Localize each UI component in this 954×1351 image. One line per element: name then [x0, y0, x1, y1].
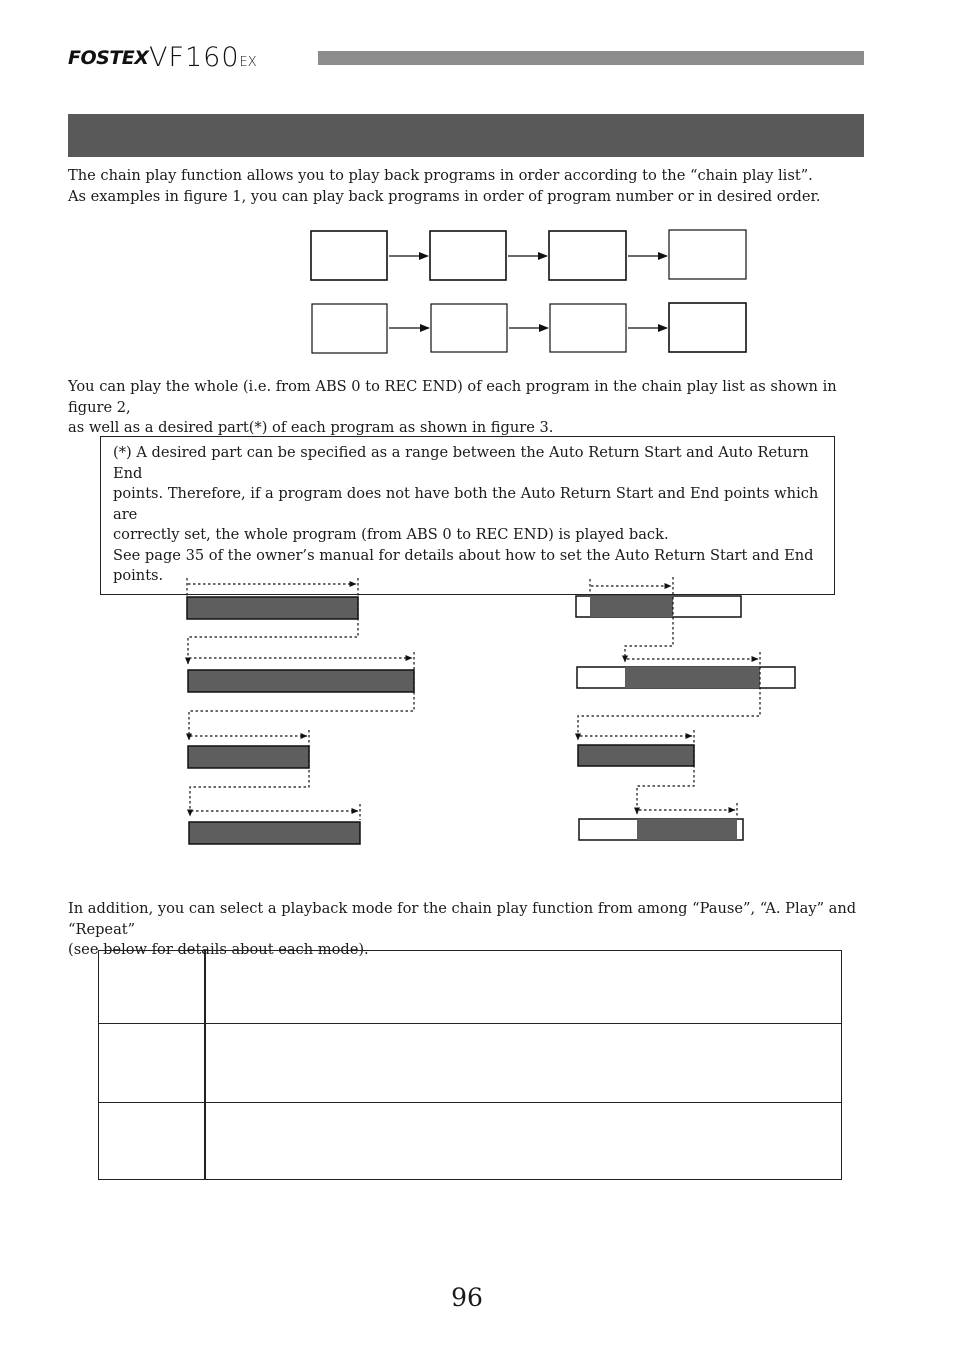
fig3-part-2 — [625, 667, 760, 688]
brand-logo: FOSTEX — [68, 47, 149, 69]
fig1-row1-box-1 — [311, 231, 387, 280]
model-suffix: EX — [239, 55, 257, 70]
fig3-part-1 — [590, 596, 673, 617]
playback-mode-line-2: (see below for details about each mode). — [68, 941, 369, 958]
mode-row — [99, 1103, 842, 1180]
fig2-jump-3 — [190, 730, 309, 816]
figure-1-chain-order — [311, 230, 746, 353]
whole-part-paragraph — [68, 377, 878, 439]
figure-3-desired-part — [576, 577, 795, 840]
fig3-jump-2 — [578, 652, 760, 740]
model-name: VF160 — [149, 42, 240, 73]
fig2-program-bar-1 — [187, 597, 358, 619]
note-line-1: (*) A desired part can be specified as a range between the Auto Return Start and Auto Return End — [113, 444, 809, 482]
note-box — [100, 436, 835, 595]
fig1-row2-box-1 — [312, 304, 387, 353]
mode-description-cell — [205, 951, 842, 1024]
fig1-row2-box-4 — [669, 303, 746, 352]
fig2-program-bar-2 — [188, 670, 414, 692]
mode-name-cell — [99, 951, 206, 1024]
mode-name-cell — [99, 1103, 206, 1180]
mode-name-cell — [99, 1024, 206, 1103]
fig1-row2-box-3 — [550, 304, 626, 352]
note-line-3: correctly set, the whole program (from ABS 0 to REC END) is played back. — [113, 526, 669, 543]
playback-mode-line-1: In addition, you can select a playback mode for the chain play function from among “Pause”, “A. Play” and “Repeat” — [68, 900, 857, 938]
fig1-row2-box-2 — [431, 304, 507, 352]
whole-part-line-1: You can play the whole (i.e. from ABS 0 to REC END) of each program in the chain play list as shown in figure 2, — [68, 378, 837, 416]
fig3-jump-3 — [637, 730, 694, 814]
fig2-program-bar-3 — [188, 746, 309, 768]
page-number: 96 — [451, 1283, 483, 1312]
fig2-program-bar-4 — [189, 822, 360, 844]
fig3-program-3 — [578, 745, 694, 766]
playback-modes-table — [98, 950, 842, 1180]
whole-part-line-2: as well as a desired part(*) of each program as shown in figure 3. — [68, 419, 554, 436]
intro-line-2: As examples in figure 1, you can play back programs in order of program number or in desired order. — [68, 187, 821, 205]
fig3-part-4 — [637, 819, 737, 840]
fig2-jump-2 — [189, 652, 414, 740]
intro-line-1: The chain play function allows you to play back programs in order according to the “chain play list”. — [68, 167, 813, 184]
mode-description-cell — [205, 1103, 842, 1180]
mode-description-cell — [205, 1024, 842, 1103]
note-line-2: points. Therefore, if a program does not have both the Auto Return Start and End points which are — [113, 485, 819, 523]
fig1-row1-box-4 — [669, 230, 746, 279]
mode-row — [99, 951, 842, 1024]
fig1-row1-box-3 — [549, 231, 626, 280]
figure-2-whole-program — [187, 578, 414, 844]
fig1-row1-box-2 — [430, 231, 506, 280]
note-line-4: See page 35 of the owner’s manual for details about how to set the Auto Return Start and End points. — [113, 546, 814, 584]
mode-row — [99, 1024, 842, 1103]
